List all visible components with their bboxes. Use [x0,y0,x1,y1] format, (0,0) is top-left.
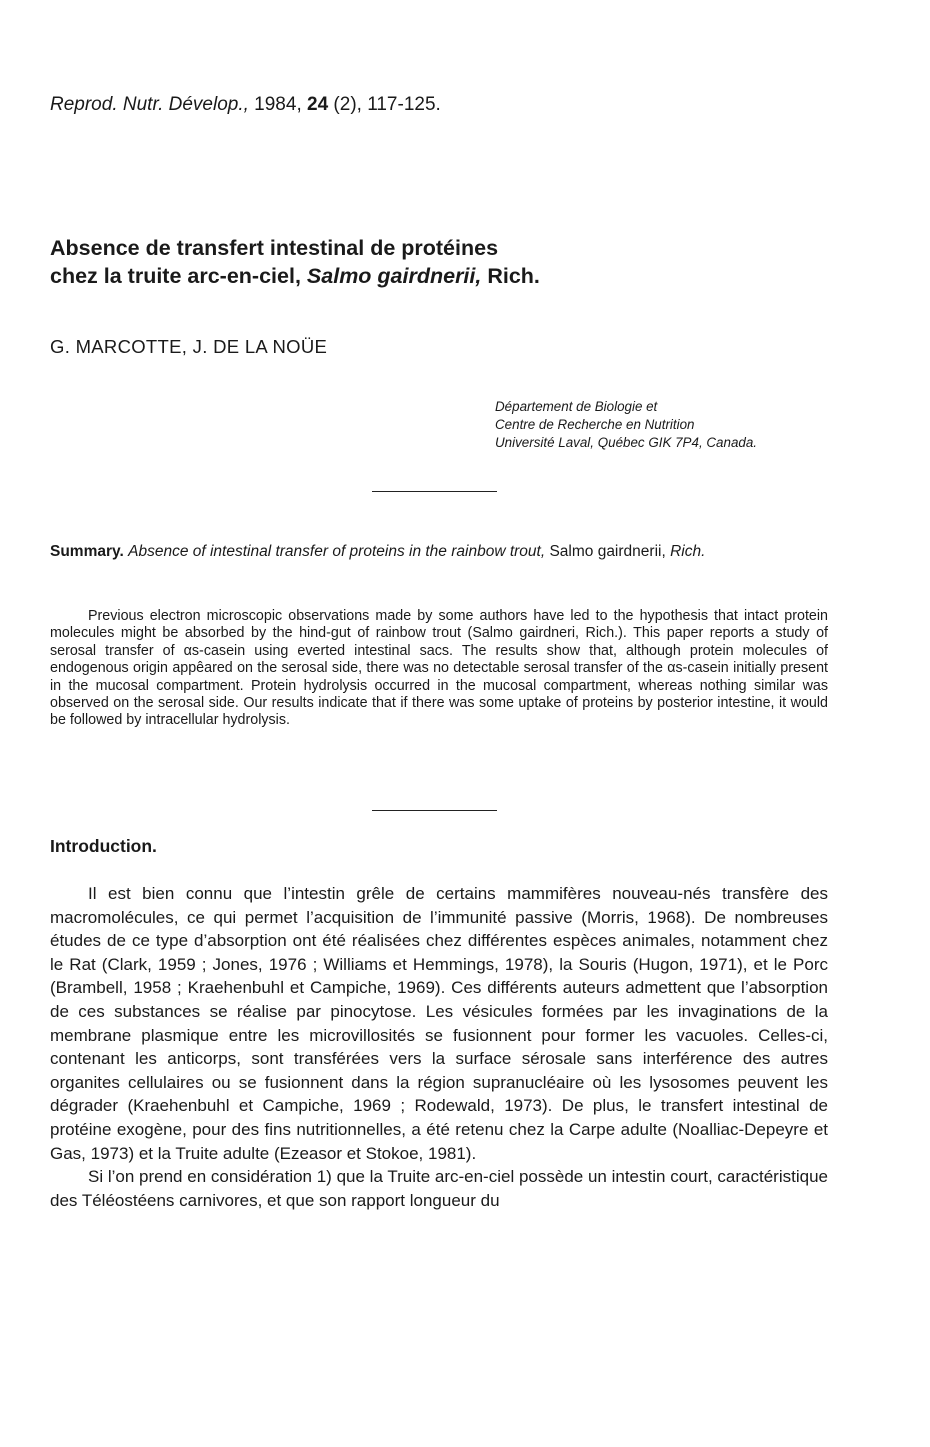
journal-year: 1984, [254,94,302,115]
title-species: Salmo gairdnerii, [306,264,482,288]
divider-top [372,491,497,492]
journal-pages: 117-125. [367,94,441,115]
affiliation-line-3: Université Laval, Québec GIK 7P4, Canada. [495,435,758,450]
body-paragraph-2: Si l’on prend en considération 1) que la Truite arc-en-ciel possède un intestin court, caractéristique des Téléostéens carnivores, et que son rapport longueur du [50,1167,828,1210]
abstract-text: Previous electron microscopic observations made by some authors have led to the hypothesis that intact protein molecules might be absorbed by the hind-gut of rainbow trout (Salmo gairdneri, Rich.). This paper reports a study of serosal transfer of αs-casein using everted intestinal sacs. The results show that, although protein molecules of endogenous origin appêared on the serosal side, there was no detectable serosal transfer of the αs-casein initially present in the mucosal compartment. Protein hydrolysis occurred in the mucosal compartment, whereas nothing similar was observed on the serosal side. Our results indicate that if there was some uptake of proteins by posterior intestine, it would be followed by intracellular hydrolysis. [50,608,828,729]
journal-citation [50,94,441,116]
divider-bottom [372,810,497,811]
introduction-heading: Introduction. [50,836,157,856]
summary [50,543,830,561]
title-line-1: Absence de transfert intestinal de protéines [50,236,499,260]
body-paragraph-1: Il est bien connu que l’intestin grêle de certains mammifères nouveau-nés transfère des macromolécules, ce qui permet l’acquisition de l’immunité passive (Morris, 1968). De nombreuses études de ce type d’absorption ont été réalisées chez différentes espèces animales, notamment chez le Rat (Clark, 1959 ; Jones, 1976 ; Williams et Hemmings, 1978), la Souris (Hugon, 1971), et le Porc (Brambell, 1958 ; Kraehenbuhl et Campiche, 1969). Ces différents auteurs admettent que l’absorption de ces substances se réalise par pinocytose. Les vésicules formées par les invaginations de la membrane plasmique entre les microvillosités se fusionnent pour former les vacuoles. Celles-ci, contenant les anticorps, sont transférées vers la surface sérosale sans interférence des autres organites cellulaires ou se fusionnent dans la région supranucléaire où les lysosomes peuvent les dégrader (Kraehenbuhl et Campiche, 1969 ; Rodewald, 1973). De plus, le transfert intestinal de protéine exogène, pour des fins nutritionnelles, a été retenu chez la Carpe adulte (Noalliac-Depeyre et Gas, 1973) et la Truite adulte (Ezeasor et Stokoe, 1981). [50,884,828,1163]
title-line-2-prefix: chez la truite arc-en-ciel, [50,264,301,288]
journal-name: Reprod. Nutr. Dévelop., [50,94,249,115]
title-line-2-suffix: Rich. [487,264,540,288]
authors: G. MARCOTTE, J. DE LA NOÜE [50,336,328,357]
summary-species: Salmo gairdnerii, [549,543,666,560]
title-line-2 [50,262,870,290]
journal-issue: (2), [333,94,362,115]
summary-label: Summary. [50,543,124,560]
affiliation-line-1: Département de Biologie et [495,399,658,414]
summary-title: Absence of intestinal transfer of proteins in the rainbow trout, [128,543,546,560]
body-text [50,882,828,1212]
journal-volume: 24 [307,94,329,115]
affiliation [495,398,757,452]
affiliation-line-2: Centre de Recherche en Nutrition [495,417,695,432]
abstract [50,608,828,730]
summary-author: Rich. [670,543,706,560]
article-title [50,234,870,290]
